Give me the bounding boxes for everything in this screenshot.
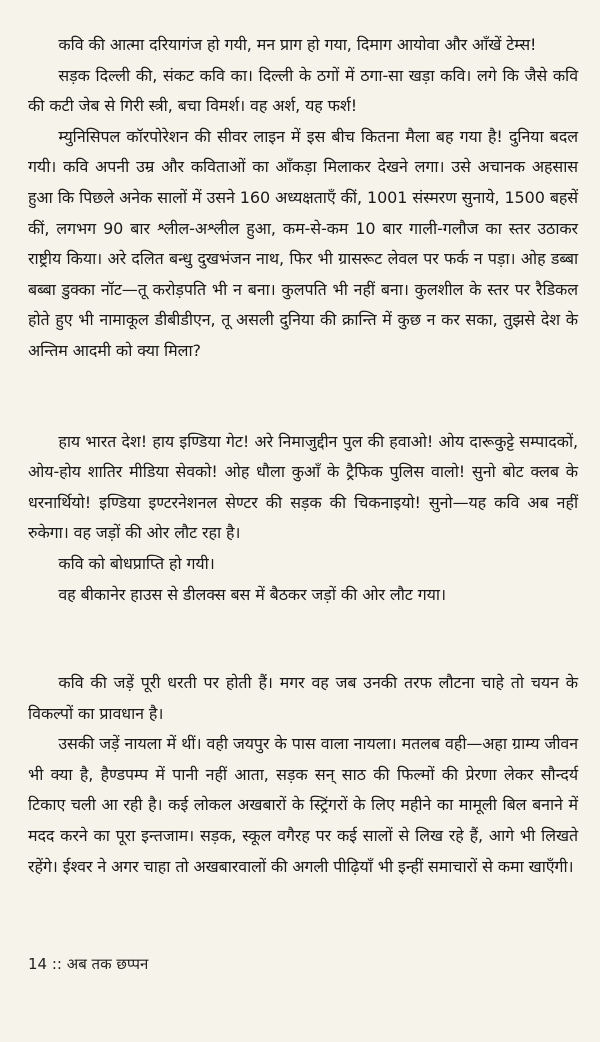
paragraph: कवि को बोधप्राप्ति हो गयी। <box>58 553 215 573</box>
section-break <box>28 367 578 427</box>
paragraph: हाय भारत देश! हाय इण्डिया गेट! अरे निमाजुद्दीन पुल की हवाओ! ओय दारूकुट्टे सम्पादकों, ओय-होय शातिर मीडिया सेवको! ओह धौला कुआँ के ट्रैफिक पुलिस वालो! सुनो बोट क्लब के धरनार्थियो! इण्डिया इण्टरनेशनल सेण्टर की सड़क की चिकनाइयो! सुनो—यह कवि अब नहीं रुकेगा। वह जड़ों की ओर लौट रहा है। <box>28 431 578 543</box>
paragraph: वह बीकानेर हाउस से डीलक्स बस में बैठकर जड़ों की ओर लौट गया। <box>58 584 446 604</box>
paragraph: कवि की आत्मा दरियागंज हो गयी, मन प्राग हो गया, दिमाग आयोवा और आँखें टेम्स! <box>58 35 537 54</box>
paragraph: सड़क दिल्ली की, संकट कवि का। दिल्ली के ठगों में ठगा-सा खड़ा कवि। लगे कि जैसे कवि की कटी जेब से गिरी स्त्री, बचा विमर्श। वह अर्श, यह फर्श! <box>28 65 578 116</box>
paragraph: कवि की जड़ें पूरी धरती पर होती हैं। मगर वह जब उनकी तरफ लौटना चाहे तो चयन के विकल्पों का प्रावधान है। <box>28 673 578 723</box>
section-break <box>28 610 578 668</box>
paragraph: उसकी जड़ें नायला में थीं। वही जयपुर के पास वाला नायला। मतलब वही—अहा ग्राम्य जीवन भी क्या है, हैण्डपम्प में पानी नहीं आता, सड़क सन् साठ की फिल्मों की प्रेरणा लेकर सौन्दर्य टिकाए चली आ रही है। कई लोकल अखबारों के स्ट्रिंगरों के लिए महीने का मामूली बिल बनाने में मदद करने का पूरा इन्तजाम। सड़क, स्कूल वगैरह पर कई सालों से लिख रहे हैं, आगे भी लिखते रहेंगे। ईश्वर ने अगर चाहा तो अखबारवालों की अगली पीढ़ियाँ भी इन्हीं समाचारों से कमा खाएँगी। <box>28 734 578 876</box>
page-folio: 14 :: अब तक छप्पन <box>28 955 149 973</box>
paragraph: म्युनिसिपल कॉरपोरेशन की सीवर लाइन में इस बीच कितना मैला बह गया है! दुनिया बदल गयी। कवि अपनी उम्र और कविताओं का आँकड़ा मिलाकर देखने लगा। उसे अचानक अहसास हुआ कि पिछले अनेक सालों में उसने 160 अध्यक्षताएँ कीं, 1001 संस्मरण सुनाये, 1500 बहसें कीं, लगभग 90 बार श्लील-अश्लील हुआ, कम-से-कम 10 बार गाली-गलौज का स्तर उठाकर राष्ट्रीय किया। अरे दलित बन्धु दुखभंजन नाथ, फिर भी ग्रासरूट लेवल पर फर्क न पड़ा। ओह डब्बा बब्बा डुक्का नॉट—तू करोड़पति भी न बना। कुलपति भी नहीं बना। कुलशील के स्तर पर रैडिकल होते हुए भी नामाकूल डीबीडीएन, तू असली दुनिया की क्रान्ति में कुछ न कर सका, तुझसे देश के अन्तिम आदमी को क्या मिला? <box>28 126 578 360</box>
page-body <box>28 30 578 1010</box>
